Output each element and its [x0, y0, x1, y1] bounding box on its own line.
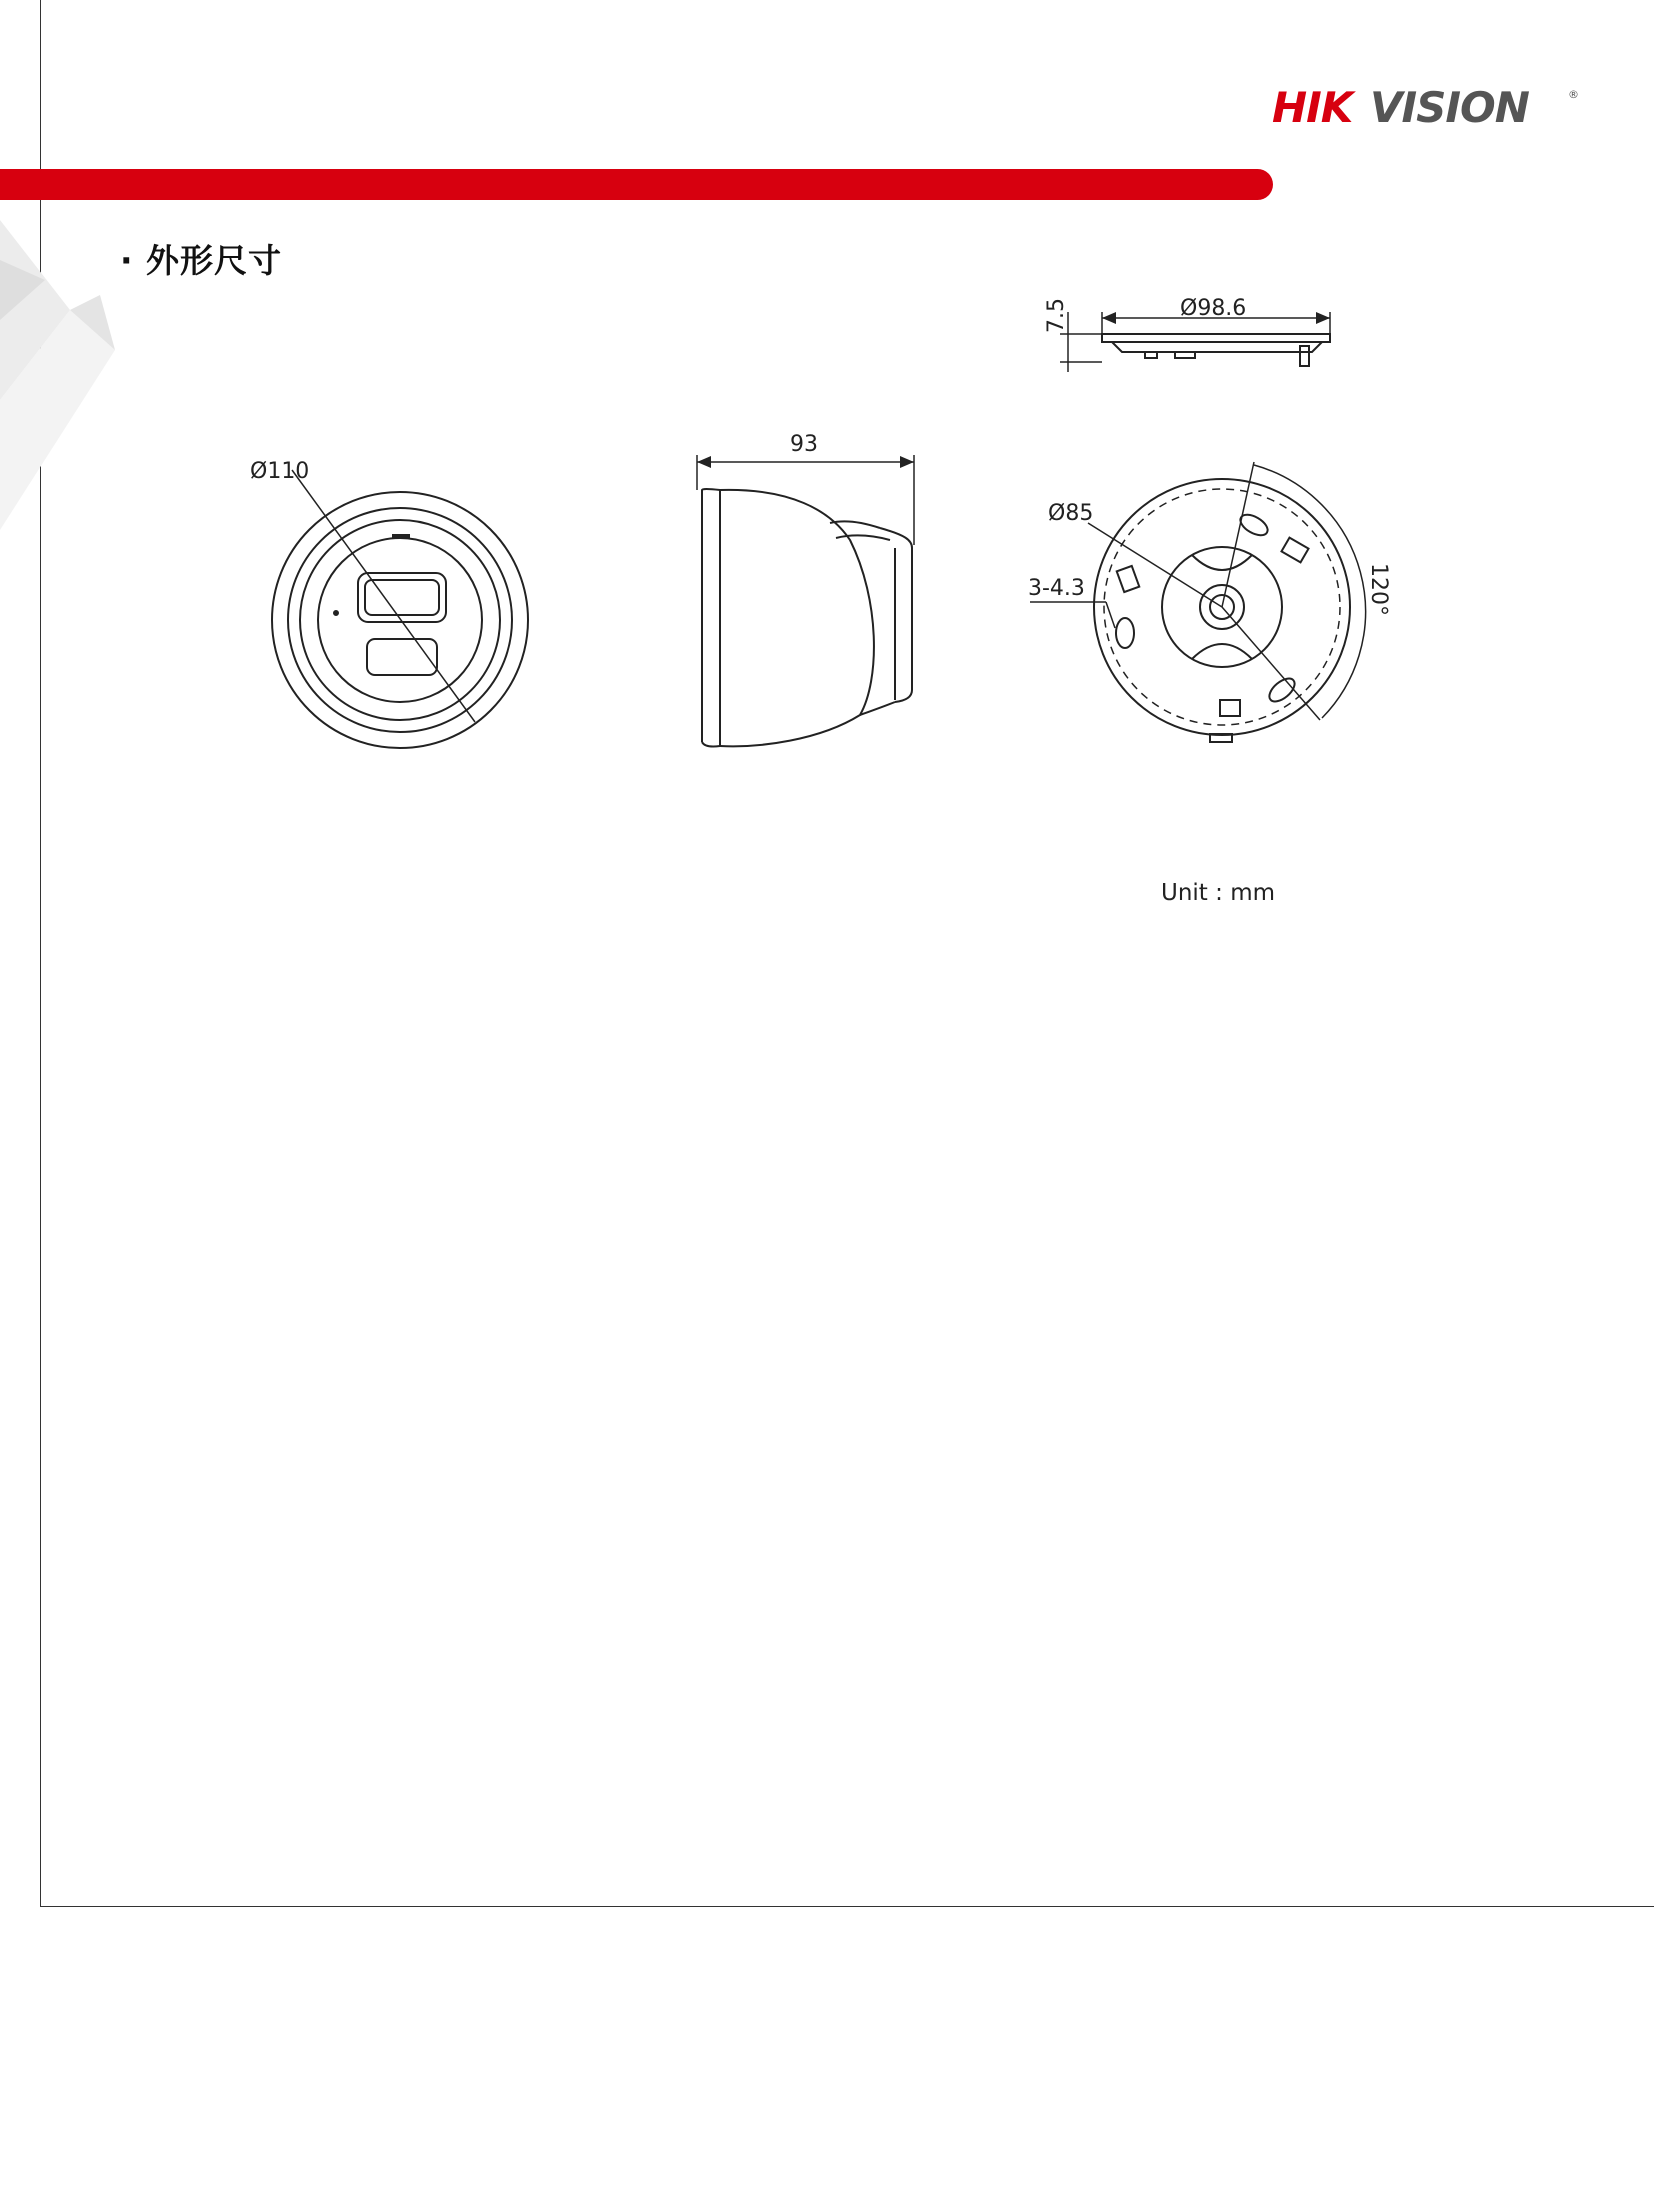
hole-angle-label: 120°	[1366, 563, 1391, 616]
dimension-drawings	[0, 0, 1654, 960]
svg-text:VISION: VISION	[1370, 83, 1529, 132]
mount-holes-label: 3-4.3	[1028, 576, 1085, 601]
front-diameter-label: Ø110	[250, 459, 310, 484]
side-depth-label: 93	[790, 432, 818, 457]
section-bullet: ·	[120, 241, 134, 280]
base-diameter-label: Ø98.6	[1180, 296, 1247, 321]
mount-hole-circle-label: Ø85	[1048, 501, 1094, 526]
svg-text:HIK: HIK	[1272, 83, 1353, 132]
section-title-text: 外形尺寸	[146, 241, 283, 280]
svg-text:®: ®	[1568, 88, 1579, 101]
base-height-label: 7.5	[1044, 298, 1069, 333]
unit-note: Unit : mm	[1161, 880, 1276, 906]
front-view-drawing	[272, 470, 528, 748]
base-side-drawing	[1060, 312, 1330, 372]
page-frame-bottom-line	[40, 1906, 1654, 1907]
side-view-drawing	[697, 455, 914, 747]
